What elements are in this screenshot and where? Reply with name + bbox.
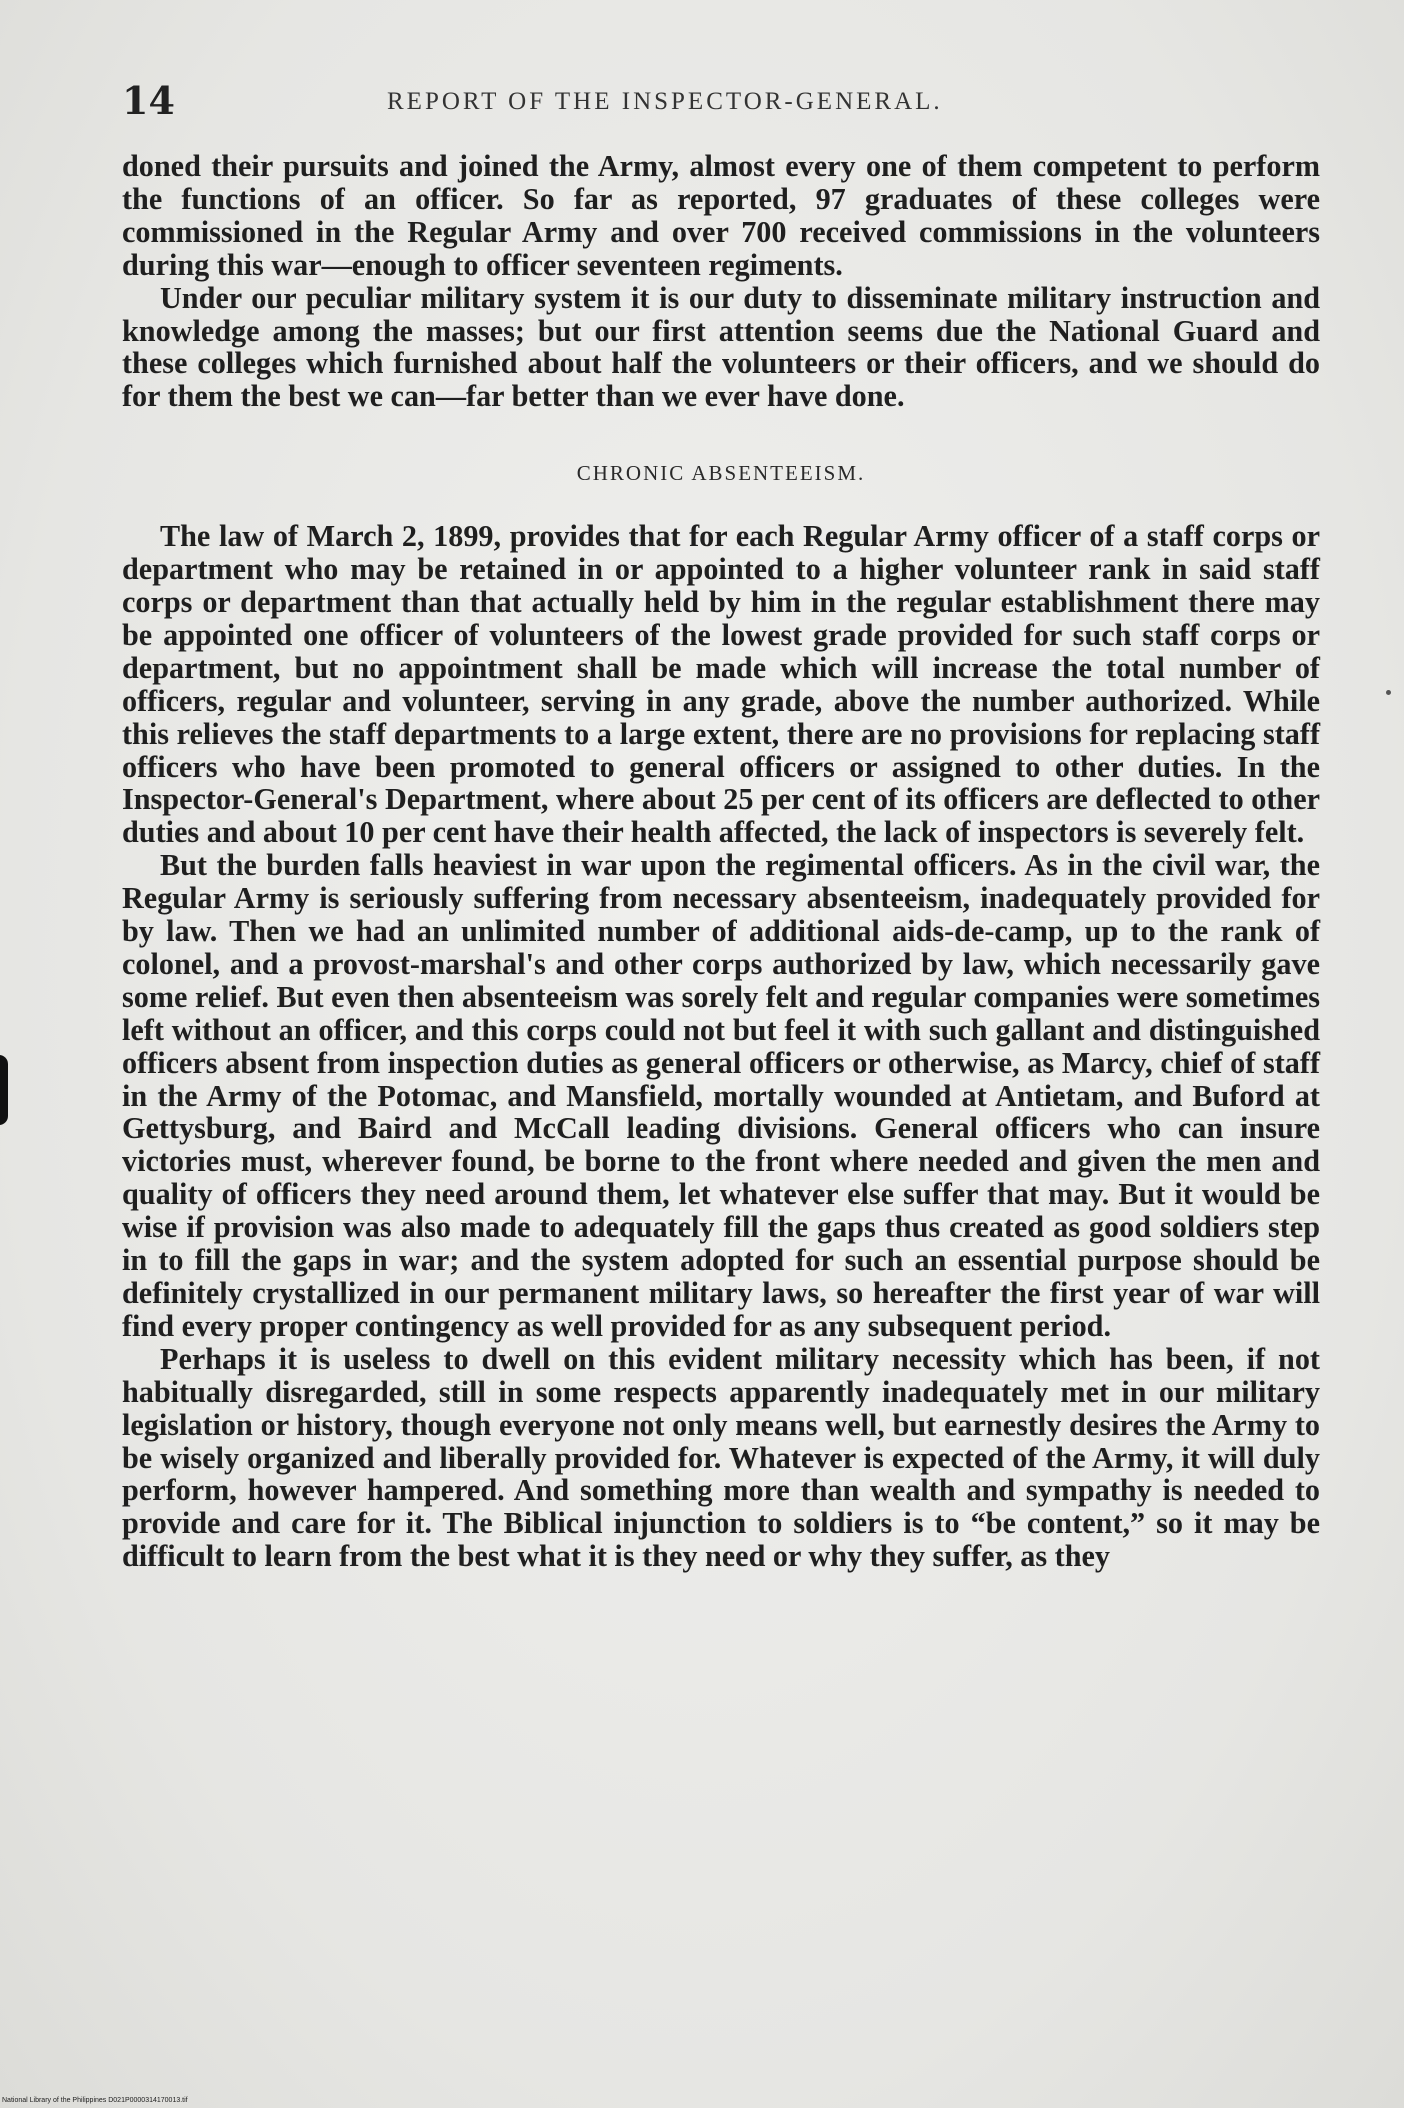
scan-speck: [1386, 690, 1391, 695]
paragraph: Perhaps it is useless to dwell on this evident military necessity which has been, if not habitually disregarded, still in some respects apparently inadequately met in our military legislation or history, though everyone not only means well, but earnestly desires the Army to be wisely organized and liberally provided for. Whatever is expected of the Army, it will duly perform, however hampered. And something more than wealth and sympathy is needed to provide and care for it. The Biblical injunction to soldiers is to “be content,” so it may be difficult to learn from the best what it is they need or why they suffer, as they: [122, 1341, 1320, 1574]
paragraph-continued: doned their pursuits and joined the Army, almost every one of them competent to perform the functions of an officer. So far as reported, 97 graduates of these colleges were commissioned in the Regular Army and over 700 received commissions in the volunteers during this war—enough to officer seventeen regiments.: [122, 149, 1320, 282]
section-heading: CHRONIC ABSENTEEISM.: [576, 461, 866, 486]
page-header: [122, 78, 1302, 128]
body-text: [122, 150, 1320, 1573]
paragraph: The law of March 2, 1899, provides that for each Regular Army officer of a staff corps or department who may be retained in or appointed to a higher volunteer rank in said staff corps or department than that actually held by him in the regular establishment there may be appointed one officer of volunteers of the lowest grade provided for such staff corps or department, but no appointment shall be made which will increase the total number of officers, regular and volunteer, serving in any grade, above the number authorized. While this relieves the staff departments to a large extent, there are no provisions for replacing staff officers who have been promoted to general officers or assigned to other duties. In the Inspector-General's Department, where about 25 per cent of its officers are deflected to other duties and about 10 per cent have their health affected, the lack of inspectors is severely felt.: [122, 519, 1320, 850]
page-number: 14: [122, 78, 175, 123]
paragraph: But the burden falls heaviest in war upon the regimental officers. As in the civil war, the Regular Army is seriously suffering from necessary absenteeism, inadequately provided for by law. Then we had an unlimited number of additional aids-de-camp, up to the rank of colonel, and a provost-marshal's and other corps authorized by law, which necessarily gave some relief. But even then absenteeism was sorely felt and regular companies were sometimes left without an officer, and this corps could not but feel it with such gallant and distinguished officers absent from inspection duties as general officers or otherwise, as Marcy, chief of staff in the Army of the Potomac, and Mansfield, mortally wounded at Antietam, and Buford at Gettysburg, and Baird and McCall leading divisions. General officers who can insure victories must, wherever found, be borne to the front where needed and given the men and quality of officers they need around them, let whatever else suffer that may. But it would be wise if provision was also made to adequately fill the gaps thus created as good soldiers step in to fill the gaps in war; and the system adopted for such an essential purpose should be definitely crystallized in our permanent military laws, so hereafter the first year of war will find every proper contingency as well provided for as any subsequent period.: [122, 848, 1320, 1343]
binding-shadow: [0, 1055, 8, 1125]
paragraph: Under our peculiar military system it is our duty to disseminate military instruction and knowledge among the masses; but our first attention seems due the National Guard and these colleges which furnished about half the volunteers or their officers, and we should do for them the best we can—far better than we ever have done.: [122, 280, 1320, 414]
running-head: REPORT OF THE INSPECTOR-GENERAL.: [387, 88, 943, 115]
scan-footer-note: National Library of the Philippines D021P0000314170013.tif: [2, 2097, 188, 2104]
